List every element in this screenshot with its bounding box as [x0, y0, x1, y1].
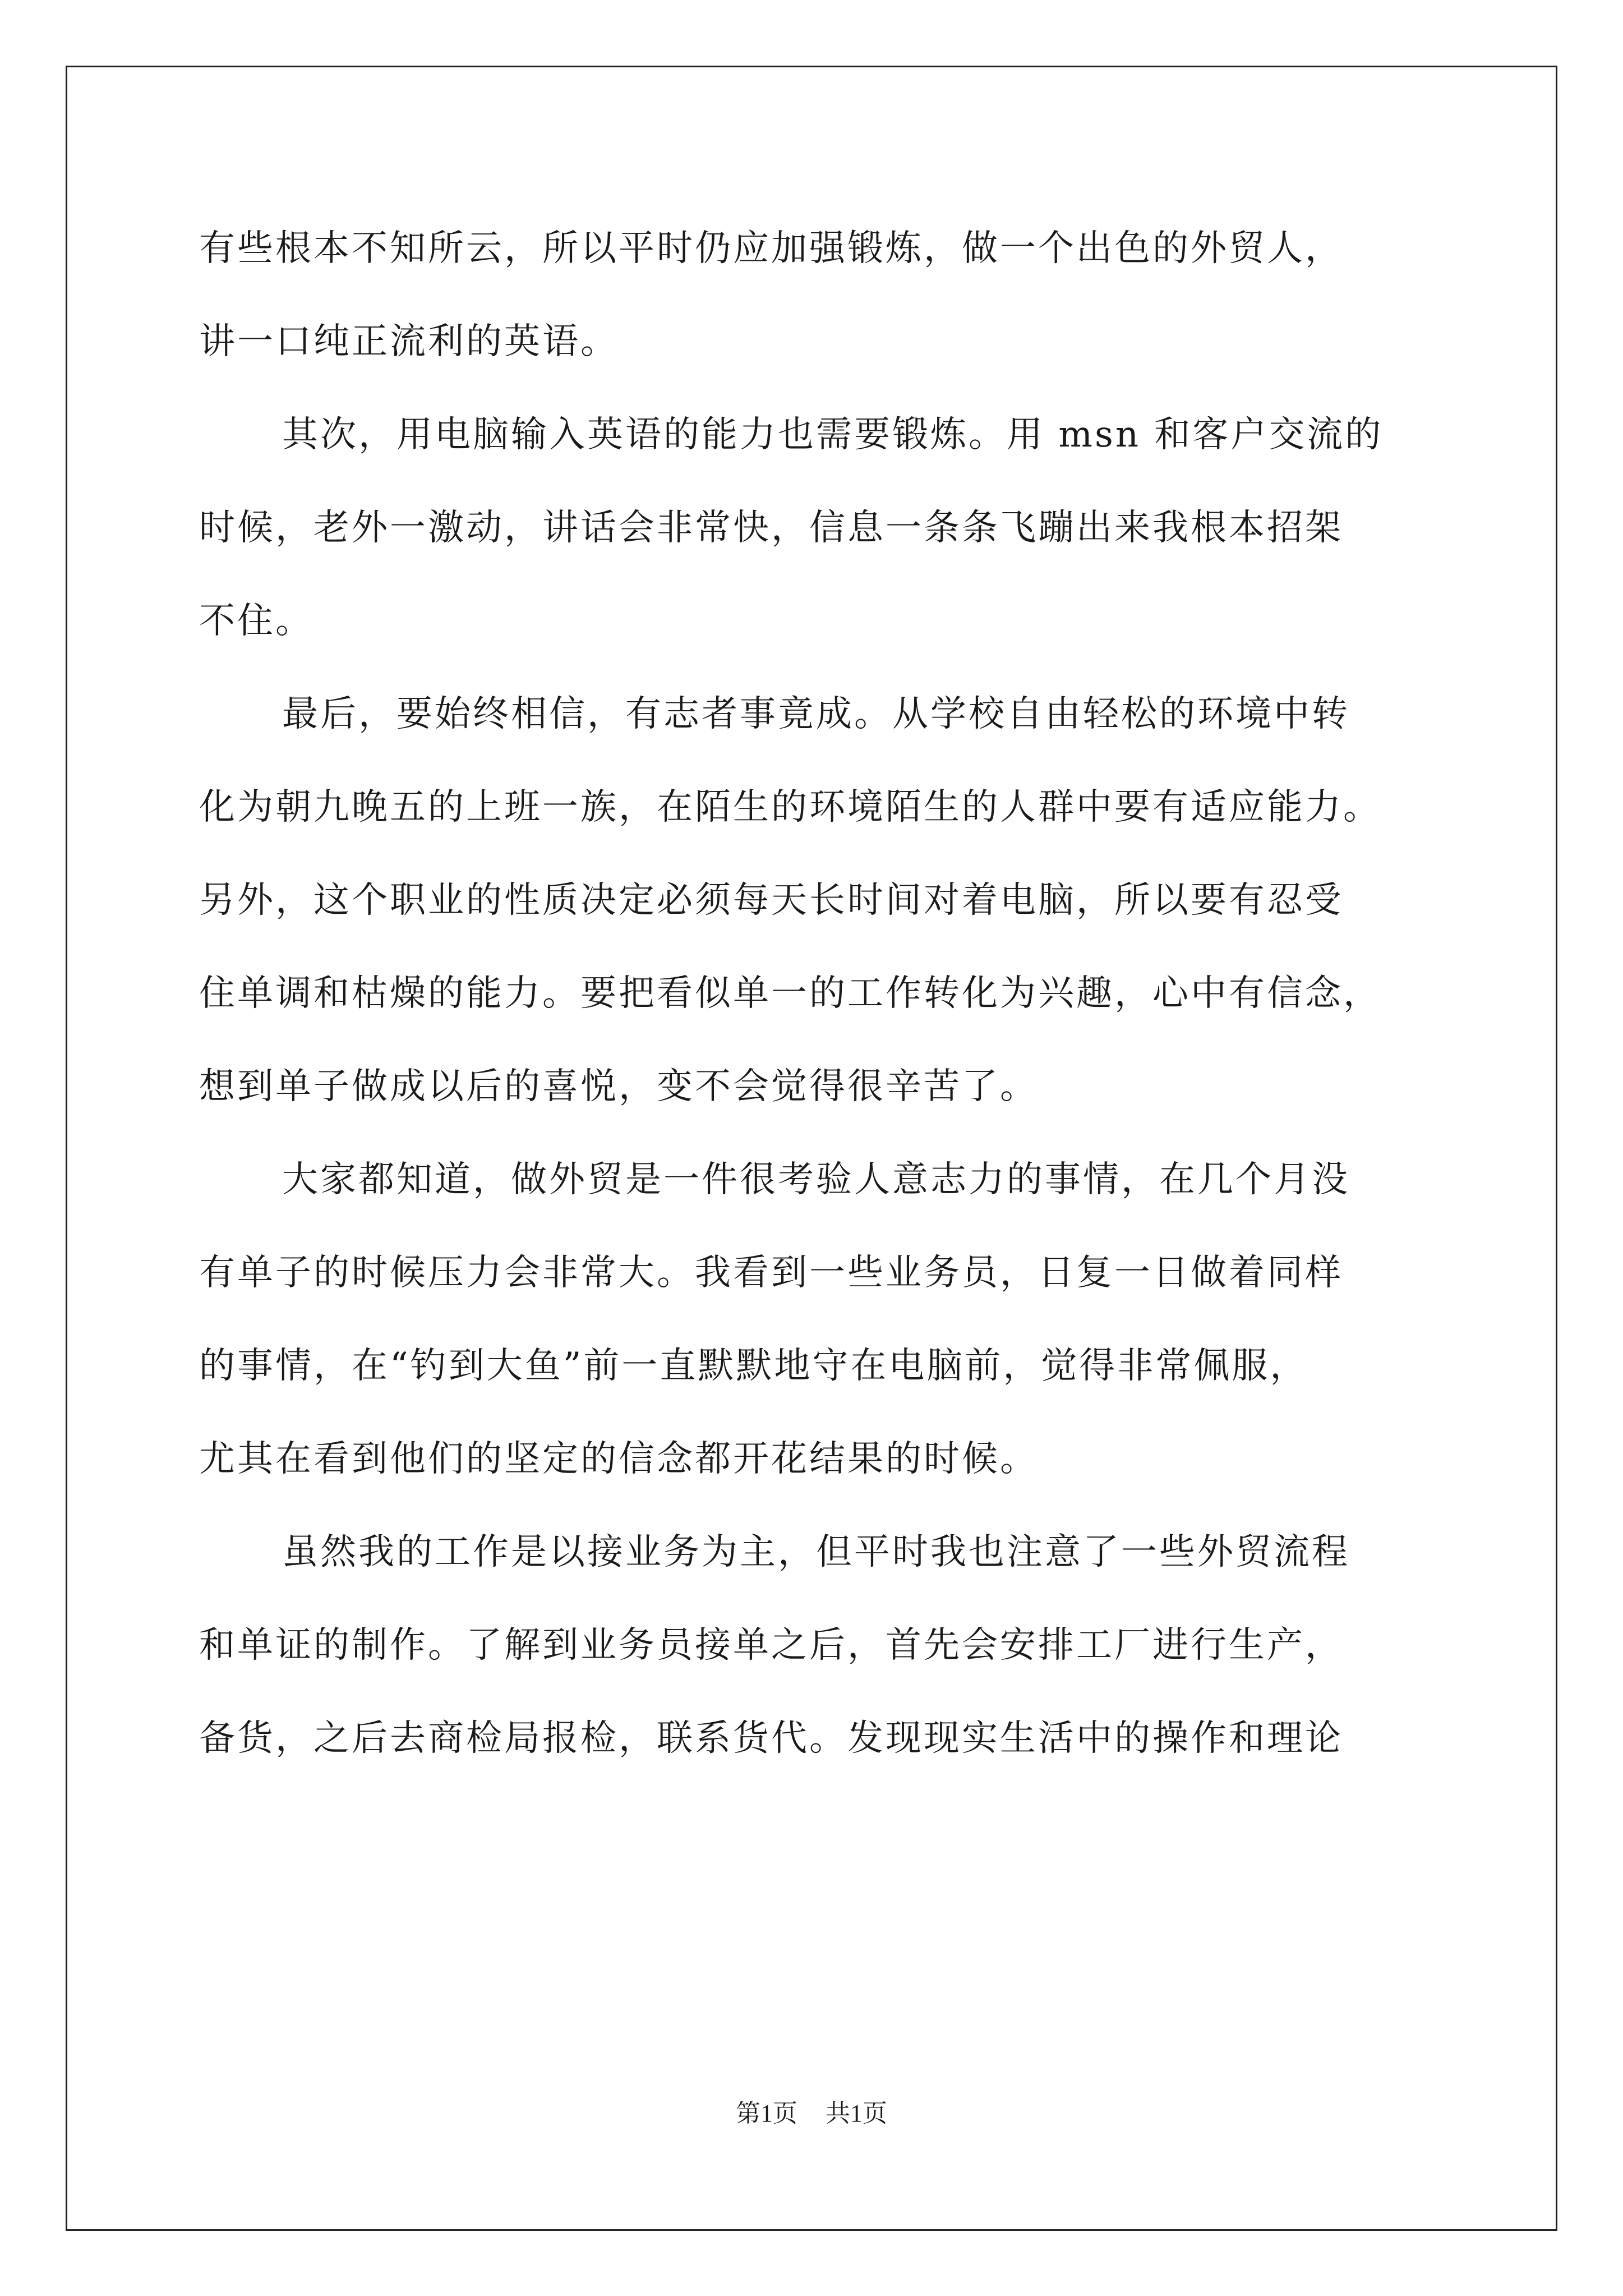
text-line: 住单调和枯燥的能力。要把看似单一的工作转化为兴趣，心中有信念， — [199, 973, 1381, 1014]
text-line: 最后，要始终相信，有志者事竟成。从学校自由轻松的环境中转 — [282, 693, 1350, 735]
page-total: 共1页 — [826, 2100, 887, 2127]
text-line: 时候，老外一激动，讲话会非常快，信息一条条飞蹦出来我根本招架 — [199, 507, 1343, 549]
text-line: 其次，用电脑输入英语的能力也需要锻炼。用 msn 和客户交流的 — [282, 414, 1384, 455]
text-line: 有单子的时候压力会非常大。我看到一些业务员，日复一日做着同样 — [199, 1252, 1343, 1294]
text-line: 想到单子做成以后的喜悦，变不会觉得很辛苦了。 — [199, 1066, 1038, 1107]
document-body — [199, 202, 1433, 1785]
text-line: 另外，这个职业的性质决定必须每天长时间对着电脑，所以要有忍受 — [199, 880, 1343, 921]
text-line: 的事情，在“钓到大鱼”前一直默默地守在电脑前，觉得非常佩服， — [199, 1345, 1308, 1387]
text-line: 不住。 — [199, 600, 313, 642]
page-footer — [0, 2097, 1623, 2131]
page-number: 第1页 — [736, 2100, 797, 2127]
text-line: 尤其在看到他们的坚定的信念都开花结果的时候。 — [199, 1438, 1038, 1480]
text-line: 虽然我的工作是以接业务为主，但平时我也注意了一些外贸流程 — [282, 1531, 1350, 1573]
text-line: 大家都知道，做外贸是一件很考验人意志力的事情，在几个月没 — [282, 1159, 1350, 1200]
text-line: 备货，之后去商检局报检，联系货代。发现现实生活中的操作和理论 — [199, 1718, 1343, 1759]
text-line: 有些根本不知所云，所以平时仍应加强锻炼，做一个出色的外贸人， — [199, 228, 1343, 269]
text-line: 化为朝九晚五的上班一族，在陌生的环境陌生的人群中要有适应能力。 — [199, 786, 1381, 828]
text-line: 和单证的制作。了解到业务员接单之后，首先会安排工厂进行生产， — [199, 1625, 1343, 1666]
text-line: 讲一口纯正流利的英语。 — [199, 321, 619, 362]
